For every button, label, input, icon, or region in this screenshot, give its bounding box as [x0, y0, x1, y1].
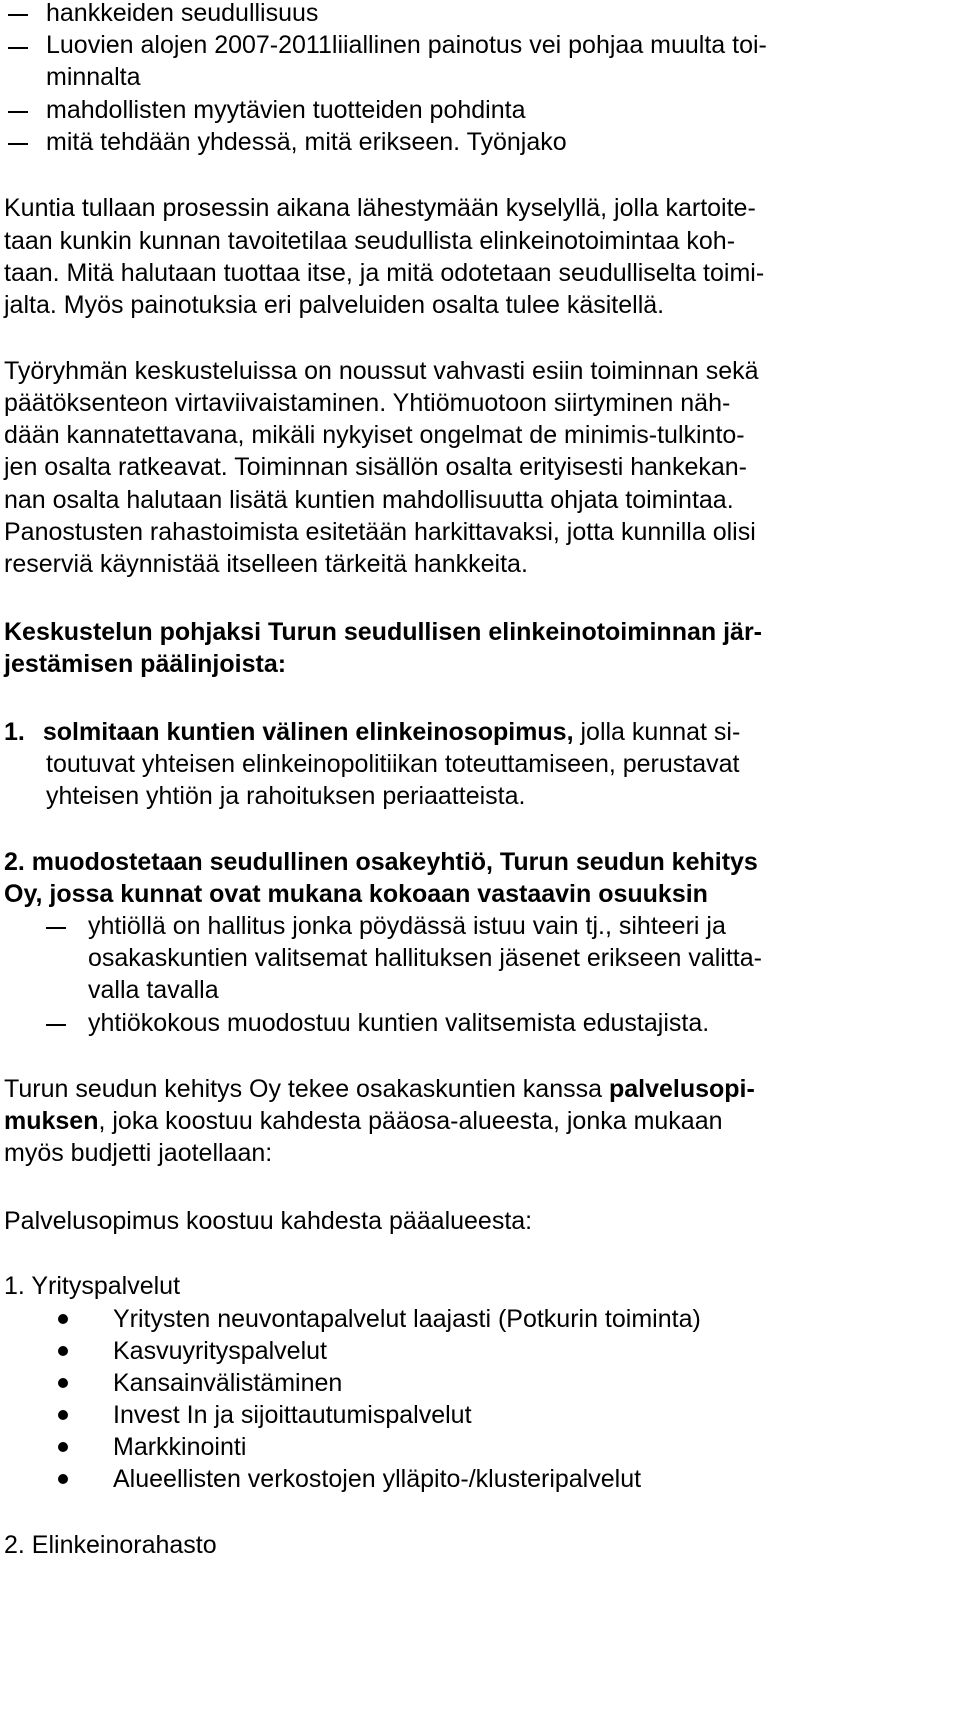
paragraph-4: Palvelusopimus koostuu kahdesta pääalueesta:: [4, 1207, 533, 1235]
paragraph-line: taan kunkin kunnan tavoitetilaa seudullista elinkeinotoimintaa koh-: [4, 227, 736, 255]
sub-item-line: yhtiöllä on hallitus jonka pöydässä istuu vain tj., sihteeri ja: [88, 912, 726, 940]
dash-icon: [46, 1024, 66, 1026]
sub-item-line: valla tavalla: [88, 976, 219, 1004]
heading-line: jestämisen päälinjoista:: [4, 650, 287, 678]
section-2-title: 2. Elinkeinorahasto: [4, 1531, 217, 1559]
list-item: Invest In ja sijoittautumispalvelut: [113, 1401, 472, 1429]
item-number: 1.: [4, 718, 25, 746]
paragraph-line: Panostusten rahastoimista esitetään harkittavaksi, jotta kunnilla olisi: [4, 518, 756, 546]
sub-item-line: yhtiökokous muodostuu kuntien valitsemista edustajista.: [88, 1009, 710, 1037]
bullet-icon: [58, 1346, 68, 1356]
list-item: Alueellisten verkostojen ylläpito-/klusteripalvelut: [113, 1465, 642, 1493]
text-span: , joka koostuu kahdesta pääosa-alueesta, jonka mukaan: [98, 1107, 723, 1135]
bold-span: palvelusopi-: [608, 1075, 755, 1103]
paragraph-line: dään kannatettavana, mikäli nykyiset ongelmat de minimis-tulkinto-: [4, 421, 745, 449]
section-1-title: 1. Yrityspalvelut: [4, 1272, 181, 1300]
list-item: Luovien alojen 2007-2011liiallinen painotus vei pohjaa muulta toi-: [46, 31, 767, 59]
sub-item-line: osakaskuntien valitsemat hallituksen jäsenet erikseen valitta-: [88, 944, 762, 972]
heading-line: Keskustelun pohjaksi Turun seudullisen elinkeinotoiminnan jär-: [4, 618, 762, 646]
list-item: hankkeiden seudullisuus: [46, 0, 319, 27]
paragraph-line: jalta. Myös painotuksia eri palveluiden osalta tulee käsitellä.: [4, 291, 665, 319]
dash-icon: [8, 111, 28, 113]
item-1-line: [4, 717, 740, 747]
item-1-line: toutuvat yhteisen elinkeinopolitiikan toteuttamiseen, perustavat: [46, 750, 740, 778]
bullet-icon: [58, 1442, 68, 1452]
list-item: mahdollisten myytävien tuotteiden pohdinta: [46, 96, 526, 124]
item-1-bold: solmitaan kuntien välinen elinkeinosopimus,: [42, 718, 574, 746]
list-item: mitä tehdään yhdessä, mitä erikseen. Työnjako: [46, 128, 567, 156]
item-1-rest: jolla kunnat si-: [573, 718, 741, 746]
list-item: Kansainvälistäminen: [113, 1369, 343, 1397]
paragraph-line: [4, 1106, 723, 1136]
paragraph-line: päätöksenteon virtaviivaistaminen. Yhtiömuotoon siirtyminen näh-: [4, 389, 731, 417]
item-1-line: yhteisen yhtiön ja rahoituksen periaatteista.: [46, 782, 526, 810]
dash-icon: [8, 14, 28, 16]
item-2-title-line: Oy, jossa kunnat ovat mukana kokoaan vastaavin osuuksin: [4, 880, 708, 908]
dash-icon: [8, 47, 28, 49]
paragraph-line: [4, 1074, 755, 1104]
bold-span: muksen: [4, 1107, 99, 1135]
item-2-title-line: 2. muodostetaan seudullinen osakeyhtiö, Turun seudun kehitys: [4, 848, 758, 876]
bullet-icon: [58, 1378, 68, 1388]
paragraph-line: myös budjetti jaotellaan:: [4, 1139, 273, 1167]
paragraph-line: reserviä käynnistää itselleen tärkeitä hankkeita.: [4, 550, 528, 578]
list-item: Kasvuyrityspalvelut: [113, 1337, 327, 1365]
paragraph-line: Työryhmän keskusteluissa on noussut vahvasti esiin toiminnan sekä: [4, 357, 759, 385]
list-item: Markkinointi: [113, 1433, 247, 1461]
paragraph-line: Kuntia tullaan prosessin aikana lähestymään kyselyllä, jolla kartoite-: [4, 194, 756, 222]
paragraph-line: nan osalta halutaan lisätä kuntien mahdollisuutta ohjata toimintaa.: [4, 486, 734, 514]
paragraph-line: taan. Mitä halutaan tuottaa itse, ja mitä odotetaan seudulliselta toimi-: [4, 259, 765, 287]
list-item-continuation: minnalta: [46, 63, 141, 91]
bullet-icon: [58, 1410, 68, 1420]
paragraph-line: jen osalta ratkeavat. Toiminnan sisällön osalta erityisesti hankekan-: [4, 453, 747, 481]
text-span: Turun seudun kehitys Oy tekee osakaskuntien kanssa: [4, 1075, 609, 1103]
list-item: Yritysten neuvontapalvelut laajasti (Potkurin toiminta): [113, 1305, 701, 1333]
dash-icon: [46, 927, 66, 929]
dash-icon: [8, 143, 28, 145]
bullet-icon: [58, 1314, 68, 1324]
bullet-icon: [58, 1474, 68, 1484]
